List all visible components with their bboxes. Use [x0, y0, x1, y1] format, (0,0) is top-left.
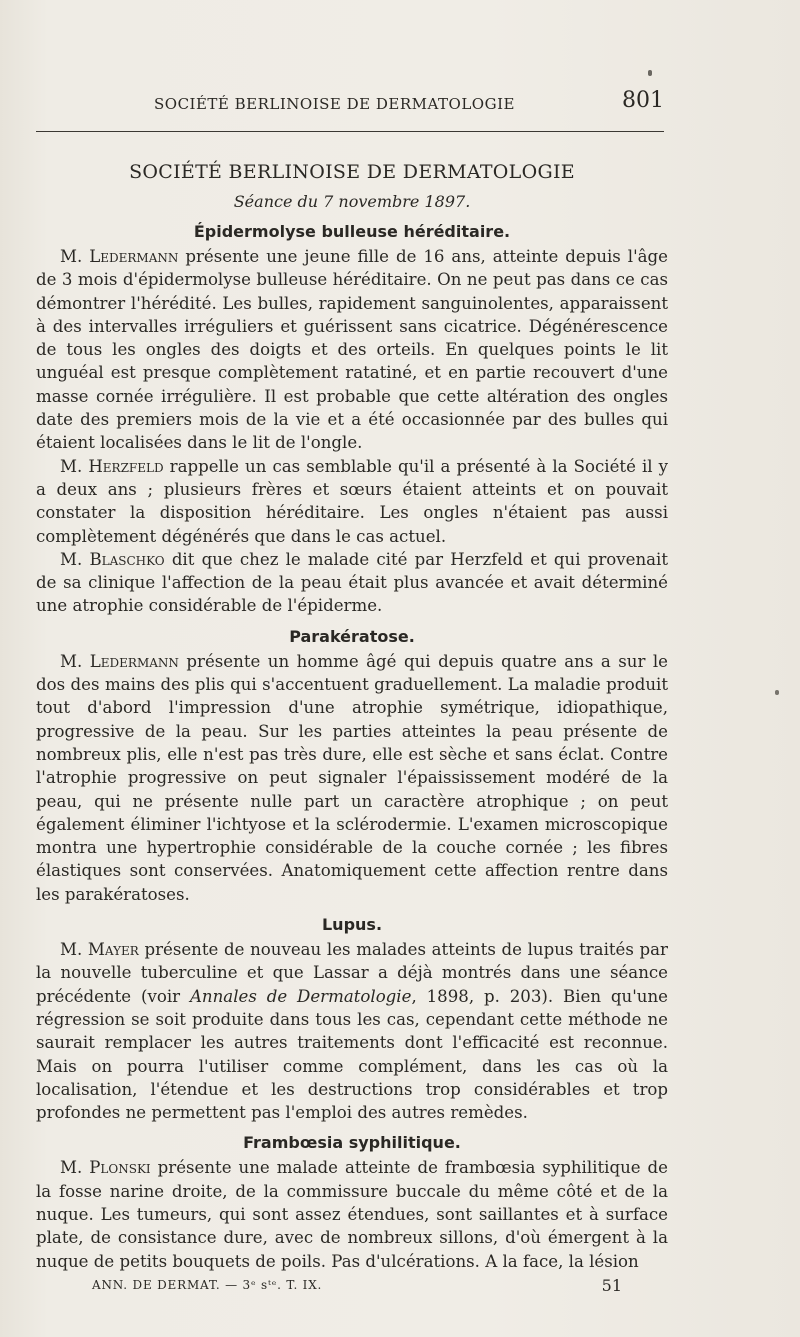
paragraph-text: dit que chez le malade cité par Herzfeld et qui provenait de sa clinique l'affection de la peau était plus avancée et avait déterminé une atrophie considérable de l'épiderme. [36, 549, 669, 616]
paragraph-text: , 1898, p. 203). Bien qu'une régression se soit produite dans tous les cas, cependant cette méthode ne saurait remplacer les autres traitements dont l'efficacité est reconnue. Mais on pourra l'utiliser comme complément, dans les cas où la localisation, l'étendue et les destructions trop considérables et trop profondes ne permettent pas l'emploi des autres remèdes. [36, 986, 669, 1123]
section-heading-parakeratose: Parakératose. [289, 626, 415, 646]
running-title: SOCIÉTÉ BERLINOISE DE DERMATOLOGIE [154, 95, 515, 113]
speaker-name: Plonski [89, 1158, 151, 1178]
section-heading-epidermolyse: Épidermolyse bulleuse héréditaire. [193, 222, 511, 241]
speaker-prefix: M. [60, 549, 90, 569]
speaker-name: Mayer [87, 940, 139, 960]
section-heading-framboesia: Frambœsia syphilitique. [243, 1133, 461, 1153]
speaker-prefix: M. [60, 651, 90, 671]
paragraph [36, 1156, 668, 1272]
article-body [36, 150, 668, 1273]
paragraph [36, 245, 668, 455]
paragraph [36, 455, 668, 548]
paragraph-text: présente une malade atteinte de frambœsia syphilitique de la fosse narine droite, de la commissure buccale du même côté et de la nuque. Les tumeurs, qui sont assez étendues, sont saillantes et à surface plate, de consistance dure, avec de nombreux sillons, d'où émergent à la nuque de petits bouquets de poils. Pas d'ulcérations. A la face, la lésion [36, 1158, 669, 1271]
signature-mark: ANN. DE DERMAT. — 3ᵉ sᵗᵉ. T. IX. [92, 1278, 323, 1292]
paragraph [36, 938, 668, 1124]
paragraph-text: rappelle un cas semblable qu'il a présenté à la Société il y a deux ans ; plusieurs frères et sœurs étaient atteints et on pouvait constater la disposition héréditaire. Les ongles n'étaient pas aussi complètement dégénérés que dans le cas actuel. [36, 456, 668, 546]
ink-speck [648, 70, 652, 76]
speaker-name: Ledermann [89, 247, 179, 266]
ink-speck [775, 690, 779, 695]
section-heading-lupus: Lupus. [321, 915, 383, 935]
speaker-prefix: M. [60, 940, 88, 960]
paragraph-text: présente un homme âgé qui depuis quatre ans a sur le dos des mains des plis qui s'accentuent graduellement. La maladie produit tout d'abord l'impression d'une atrophie symétrique, idiopathique, progressive de la peau. Sur les parties atteintes la peau présente de nombreux plis, elle n'est pas très dure, elle est sèche et sans éclat. Contre l'atrophie progressive on peut signaler l'épaississement modéré de la peau, qui ne présente nulle part un caractère atrophique ; on peut également éliminer l'ichtyose et la sclérodermie. L'examen microscopique montra une hypertrophie considérable de la couche cornée ; les fibres élastiques sont conservées. Anatomiquement cette affection rentre dans les parakératoses. [36, 651, 668, 904]
header-rule [36, 131, 664, 132]
journal-citation: Annales de Dermatologie [189, 986, 412, 1006]
paragraph [36, 548, 668, 618]
running-header [36, 88, 664, 118]
speaker-name: Herzfeld [88, 456, 164, 476]
speaker-name: Ledermann [89, 651, 179, 671]
paragraph [36, 650, 668, 906]
paragraph-text: présente une jeune fille de 16 ans, atteinte depuis l'âge de 3 mois d'épidermolyse bulleuse héréditaire. On ne peut pas dans ce cas démontrer l'hérédité. Les bulles, rapidement sanguinolentes, apparaissent à des intervalles irréguliers et guérissent sans cicatrice. Dégénérescence de tous les ongles des doigts et des orteils. En quelques points le lit unguéal est presque complètement ratatiné, et en partie recouvert d'une masse cornée irrégulière. Il est probable que cette altération des ongles date des premiers mois de la vie et a été occasionnée par des bulles qui étaient localisées dans le lit de l'ongle. [36, 247, 668, 453]
page-number: 801 [622, 88, 664, 113]
speaker-prefix: M. [60, 247, 90, 266]
session-date: Séance du 7 novembre 1897. [233, 192, 471, 211]
speaker-name: Blaschko [89, 549, 165, 569]
page-footer [92, 1276, 622, 1298]
signature-number: 51 [601, 1276, 622, 1295]
paragraph-text: présente de nouveau les malades atteints de lupus traités par la nouvelle tuberculine et que Lassar a déjà montrés dans une séance précédente (voir [36, 940, 668, 1006]
speaker-prefix: M. [60, 1158, 90, 1178]
speaker-prefix: M. [60, 456, 89, 476]
society-title: SOCIÉTÉ BERLINOISE DE DERMATOLOGIE [129, 161, 575, 183]
